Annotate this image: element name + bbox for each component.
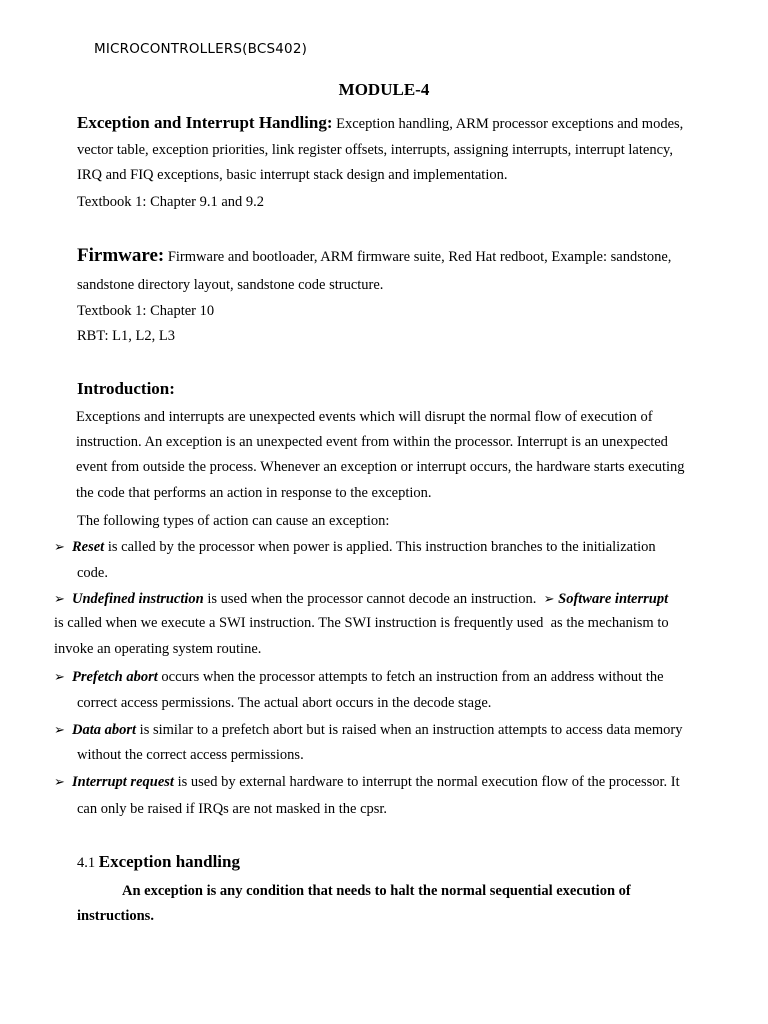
section1-line3: IRQ and FIQ exceptions, basic interrupt stack design and implementation. xyxy=(77,167,508,183)
section2-text1: Firmware and bootloader, ARM firmware suite, Red Hat redboot, Example: sandstone, xyxy=(167,249,672,265)
section1-text1: Exception handling, ARM processor exceptions and modes, xyxy=(336,116,684,132)
module-title: MODULE-4 xyxy=(338,80,430,99)
bullet-reset-text: is called by the processor when power is applied. This instruction branches to the initialization xyxy=(104,539,656,555)
bullet-irq-text: is used by external hardware to interrupt the normal execution flow of the processor. It xyxy=(173,774,680,790)
section2-heading: Firmware: xyxy=(77,245,165,266)
bullet-undefined xyxy=(54,590,668,609)
course-header: MICROCONTROLLERS(BCS402) xyxy=(94,41,308,57)
section2-rbt: RBT: L1, L2, L3 xyxy=(77,328,175,344)
section1-textbook: Textbook 1: Chapter 9.1 and 9.2 xyxy=(77,194,265,210)
bullet-undefined-term: Undefined instruction xyxy=(72,591,204,607)
section2-line1 xyxy=(77,244,671,269)
section41-heading: Exception handling xyxy=(98,852,240,871)
section41-line2: instructions. xyxy=(77,908,154,924)
bullet-data-abort-cont: without the correct access permissions. xyxy=(77,747,304,763)
section41-heading-line xyxy=(77,852,240,873)
bullet-swi-term: Software interrupt xyxy=(558,591,669,607)
bullet-prefetch-cont: correct access permissions. The actual abort occurs in the decode stage. xyxy=(77,695,492,711)
bullet-reset-cont: code. xyxy=(77,565,108,581)
arrow-bullet-icon: ➢ xyxy=(54,723,65,738)
section41-line1: An exception is any condition that needs to halt the normal sequential execution of xyxy=(122,883,631,899)
bullet-swi-cont2: invoke an operating system routine. xyxy=(54,641,262,657)
bullet-swi-cont: is called when we execute a SWI instruction. The SWI instruction is frequently used as the mechanism to xyxy=(54,615,669,631)
bullet-reset-term: Reset xyxy=(72,539,105,555)
intro-p5: The following types of action can cause an exception: xyxy=(77,513,390,529)
intro-p3: event from outside the process. Whenever an exception or interrupt occurs, the hardware starts executing xyxy=(76,459,685,475)
bullet-prefetch-term: Prefetch abort xyxy=(72,669,158,685)
bullet-prefetch xyxy=(54,668,664,687)
arrow-bullet-icon: ➢ xyxy=(54,775,65,790)
bullet-data-abort-term: Data abort xyxy=(72,722,137,738)
bullet-data-abort xyxy=(54,721,682,740)
intro-p4: the code that performs an action in response to the exception. xyxy=(76,485,432,501)
arrow-bullet-icon: ➢ xyxy=(543,592,555,607)
bullet-prefetch-text: occurs when the processor attempts to fetch an instruction from an address without the xyxy=(157,669,664,685)
intro-p1: Exceptions and interrupts are unexpected events which will disrupt the normal flow of execution of xyxy=(76,409,653,425)
section1-line1 xyxy=(77,112,683,135)
section1-line2: vector table, exception priorities, link register offsets, interrupts, assigning interrupts, interrupt latency, xyxy=(77,142,673,158)
section1-heading: Exception and Interrupt Handling: xyxy=(77,113,333,132)
section2-textbook: Textbook 1: Chapter 10 xyxy=(77,303,215,319)
bullet-undefined-text: is used when the processor cannot decode an instruction. xyxy=(203,591,544,607)
arrow-bullet-icon: ➢ xyxy=(54,592,65,607)
bullet-irq-term: Interrupt request xyxy=(72,774,174,790)
arrow-bullet-icon: ➢ xyxy=(54,540,65,555)
section2-line2: sandstone directory layout, sandstone code structure. xyxy=(77,277,384,293)
intro-p2: instruction. An exception is an unexpected event from within the processor. Interrupt is an unexpected xyxy=(76,434,668,450)
bullet-reset xyxy=(54,538,656,557)
bullet-data-abort-text: is similar to a prefetch abort but is raised when an instruction attempts to access data memory xyxy=(136,722,683,738)
arrow-bullet-icon: ➢ xyxy=(54,670,65,685)
intro-heading: Introduction: xyxy=(77,379,175,398)
bullet-irq xyxy=(54,773,680,792)
section41-number: 4.1 xyxy=(77,855,96,871)
bullet-irq-cont: can only be raised if IRQs are not masked in the cpsr. xyxy=(77,801,388,817)
